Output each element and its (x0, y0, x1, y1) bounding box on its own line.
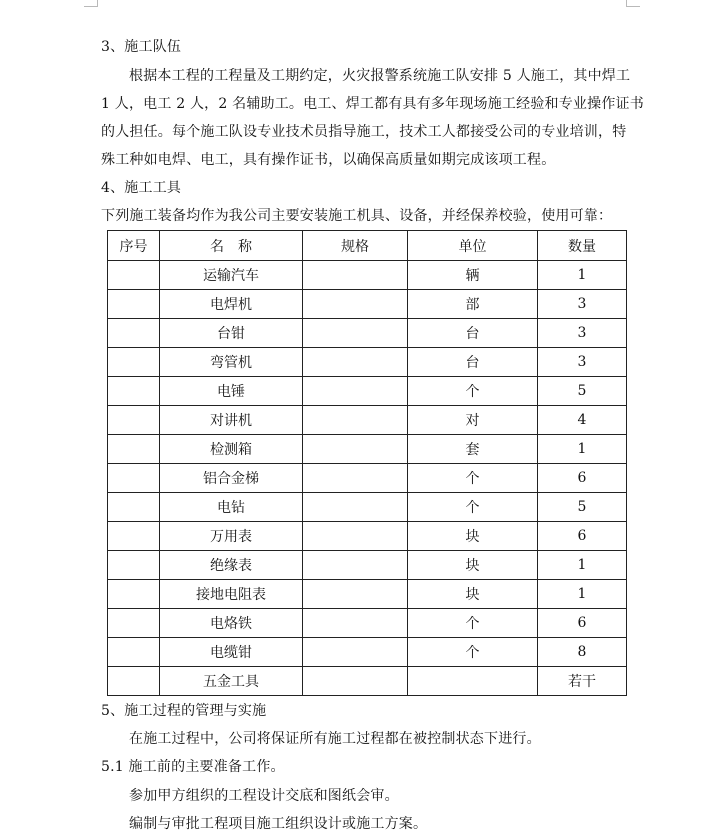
cell-no (108, 348, 160, 377)
section5-para: 在施工过程中，公司将保证所有施工过程都在被控制状态下进行。 (129, 731, 541, 747)
cell-unit: 个 (408, 493, 538, 522)
section5-1-item-2: 编制与审批工程项目施工组织设计或施工方案。 (129, 816, 428, 832)
cell-unit: 个 (408, 609, 538, 638)
cell-spec (303, 348, 408, 377)
cell-qty: 4 (538, 406, 627, 435)
cell-name: 电钻 (160, 493, 303, 522)
cell-unit: 个 (408, 638, 538, 667)
cell-no (108, 261, 160, 290)
table-row (108, 406, 627, 435)
cell-unit: 台 (408, 348, 538, 377)
section3-para-line-3: 的人担任。每个施工队设专业技术员指导施工，技术工人都接受公司的专业培训，特 (101, 124, 627, 140)
cell-no (108, 319, 160, 348)
section5-1-item-1: 参加甲方组织的工程设计交底和图纸会审。 (129, 788, 399, 804)
cell-unit: 块 (408, 522, 538, 551)
cell-name: 电烙铁 (160, 609, 303, 638)
cell-name: 检测箱 (160, 435, 303, 464)
table-row (108, 638, 627, 667)
cell-no (108, 551, 160, 580)
cell-spec (303, 464, 408, 493)
cell-no (108, 609, 160, 638)
cell-qty: 8 (538, 638, 627, 667)
table-row (108, 261, 627, 290)
section3-heading: 3、施工队伍 (101, 39, 182, 55)
cell-no (108, 435, 160, 464)
cell-no (108, 406, 160, 435)
cell-qty: 若干 (538, 667, 627, 696)
header-unit: 单位 (408, 231, 538, 261)
cell-spec (303, 290, 408, 319)
cell-qty: 1 (538, 580, 627, 609)
table-row (108, 580, 627, 609)
cell-no (108, 522, 160, 551)
cell-spec (303, 551, 408, 580)
cell-name: 电锤 (160, 377, 303, 406)
cell-name: 运输汽车 (160, 261, 303, 290)
cell-qty: 6 (538, 609, 627, 638)
section4-intro: 下列施工装备均作为我公司主要安装施工机具、设备，并经保养校验，使用可靠： (101, 208, 613, 224)
cell-unit: 对 (408, 406, 538, 435)
table-row (108, 464, 627, 493)
section4-heading: 4、施工工具 (101, 180, 182, 196)
table-row (108, 319, 627, 348)
cell-name: 对讲机 (160, 406, 303, 435)
equipment-table (107, 230, 627, 696)
table-header-row (108, 231, 627, 261)
cell-unit: 部 (408, 290, 538, 319)
cell-qty: 3 (538, 348, 627, 377)
cell-spec (303, 667, 408, 696)
table-row (108, 348, 627, 377)
cell-qty: 3 (538, 290, 627, 319)
cell-no (108, 464, 160, 493)
table-row (108, 609, 627, 638)
cell-name: 绝缘表 (160, 551, 303, 580)
cell-name: 电焊机 (160, 290, 303, 319)
cell-unit: 套 (408, 435, 538, 464)
cell-spec (303, 319, 408, 348)
cell-qty: 6 (538, 522, 627, 551)
page-corner-mark-left (97, 0, 98, 7)
table-row (108, 290, 627, 319)
cell-unit: 辆 (408, 261, 538, 290)
cell-no (108, 667, 160, 696)
cell-qty: 5 (538, 377, 627, 406)
cell-spec (303, 377, 408, 406)
cell-name: 五金工具 (160, 667, 303, 696)
section3-para-line-4: 殊工种如电焊、电工，具有操作证书，以确保高质量如期完成该项工程。 (101, 152, 556, 168)
header-no: 序号 (108, 231, 160, 261)
cell-unit: 块 (408, 551, 538, 580)
header-name: 名 称 (160, 231, 303, 261)
cell-name: 铝合金梯 (160, 464, 303, 493)
table-row (108, 435, 627, 464)
cell-no (108, 377, 160, 406)
cell-name: 电缆钳 (160, 638, 303, 667)
cell-unit (408, 667, 538, 696)
table-row (108, 377, 627, 406)
cell-unit: 个 (408, 377, 538, 406)
cell-name: 万用表 (160, 522, 303, 551)
header-spec: 规格 (303, 231, 408, 261)
cell-spec (303, 638, 408, 667)
table-row (108, 522, 627, 551)
header-qty: 数量 (538, 231, 627, 261)
cell-spec (303, 609, 408, 638)
cell-qty: 1 (538, 261, 627, 290)
cell-spec (303, 435, 408, 464)
section3-para-line-1: 根据本工程的工程量及工期约定，火灾报警系统施工队安排 5 人施工，其中焊工 (129, 68, 631, 84)
table-row (108, 493, 627, 522)
page-corner-mark-right-h (627, 6, 640, 7)
cell-no (108, 493, 160, 522)
section5-heading: 5、施工过程的管理与实施 (101, 703, 267, 719)
table-row (108, 551, 627, 580)
cell-qty: 5 (538, 493, 627, 522)
cell-name: 台钳 (160, 319, 303, 348)
section5-1-heading: 5.1 施工前的主要准备工作。 (101, 759, 285, 775)
cell-qty: 1 (538, 435, 627, 464)
cell-spec (303, 522, 408, 551)
cell-spec (303, 261, 408, 290)
cell-qty: 1 (538, 551, 627, 580)
page-corner-mark-left-h (84, 6, 97, 7)
cell-name: 弯管机 (160, 348, 303, 377)
cell-no (108, 638, 160, 667)
cell-unit: 个 (408, 464, 538, 493)
table-row (108, 667, 627, 696)
cell-spec (303, 580, 408, 609)
cell-name: 接地电阻表 (160, 580, 303, 609)
section3-para-line-2: 1 人，电工 2 人，2 名辅助工。电工、焊工都有具有多年现场施工经验和专业操作证书 (101, 96, 644, 112)
cell-qty: 6 (538, 464, 627, 493)
cell-unit: 台 (408, 319, 538, 348)
cell-no (108, 580, 160, 609)
cell-no (108, 290, 160, 319)
cell-spec (303, 406, 408, 435)
cell-spec (303, 493, 408, 522)
cell-unit: 块 (408, 580, 538, 609)
cell-qty: 3 (538, 319, 627, 348)
